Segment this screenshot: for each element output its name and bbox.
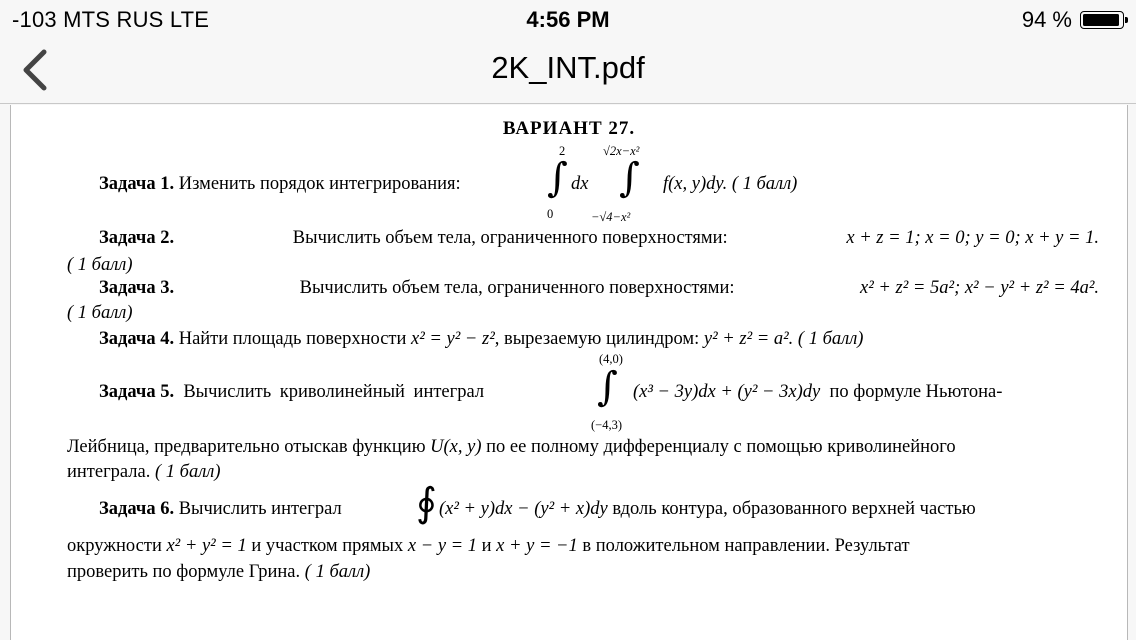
task-6-line-2: окружности x² + y² = 1 и участком прямых x − y = 1 и x + y = −1 в положительном направлении. Результат xyxy=(67,536,910,556)
task-5-integrand-line: (x³ − 3y)dx + (y² − 3x)dy по формуле Ньютона- xyxy=(633,382,1003,402)
navigation-bar xyxy=(0,40,1136,104)
battery-status xyxy=(1022,7,1124,33)
document-title: 2K_INT.pdf xyxy=(491,50,645,85)
task-6-integrand-line: (x² + y)dx − (y² + x)dy вдоль контура, образованного верхней частью xyxy=(439,499,976,519)
integral-sign: ∫ xyxy=(597,364,618,410)
task-1-int1-lower: 0 xyxy=(547,207,554,221)
task-1-int2-upper: √2x−x² xyxy=(603,144,640,158)
task-5-text-a: Задача 5. Вычислить криволинейный интеграл xyxy=(99,382,485,402)
integral-sign: ∫ xyxy=(547,155,568,201)
task-3-score: ( 1 балл) xyxy=(67,303,133,323)
task-4-line-1: Задача 4. Найти площадь поверхности x² = y² − z², вырезаемую цилиндром: y² + z² = a². ( 1 балл) xyxy=(99,329,864,349)
task-6-line-3: проверить по формуле Грина. ( 1 балл) xyxy=(67,562,371,582)
clock: 4:56 PM xyxy=(526,7,610,32)
status-bar xyxy=(0,0,1136,40)
task-2-score: ( 1 балл) xyxy=(67,255,133,275)
task-3-line-1: Задача 3. Вычислить объем тела, ограниченного поверхностями: x² + z² = 5a²; x² − y² + z² = 4a². xyxy=(99,278,1099,298)
task-6-text-a: Задача 6. Вычислить интеграл xyxy=(99,499,342,519)
integral-sign: ∫ xyxy=(619,155,640,201)
battery-icon xyxy=(1080,11,1124,29)
task-1-text: Задача 1. Изменить порядок интегрирования: xyxy=(99,174,461,194)
pdf-page xyxy=(10,105,1128,640)
task-5-line-3: интеграла. ( 1 балл) xyxy=(67,462,221,482)
carrier-signal: -103 MTS RUS LTE xyxy=(12,7,210,32)
task-2-line-1: Задача 2. Вычислить объем тела, ограниченного поверхностями: x + z = 1; x = 0; y = 0; x + y = 1. xyxy=(99,228,1099,248)
task-5-upper-limit: (4,0) xyxy=(599,352,623,366)
task-1-int1-upper: 2 xyxy=(559,144,566,158)
task-1-integrand: f(x, y)dy. ( 1 балл) xyxy=(663,174,798,194)
battery-percent: 94 % xyxy=(1021,7,1072,32)
variant-heading: ВАРИАНТ 27. xyxy=(502,118,636,139)
task-5-line-2: Лейбница, предварительно отыскав функцию U(x, y) по ее полному дифференциалу с помощью криволинейного xyxy=(67,437,956,457)
task-1-int2-lower: −√4−x² xyxy=(591,210,631,224)
contour-integral-sign: ∮ xyxy=(416,480,437,526)
task-1-dx: dx xyxy=(571,174,589,194)
task-5-lower-limit: (−4,3) xyxy=(591,418,622,432)
